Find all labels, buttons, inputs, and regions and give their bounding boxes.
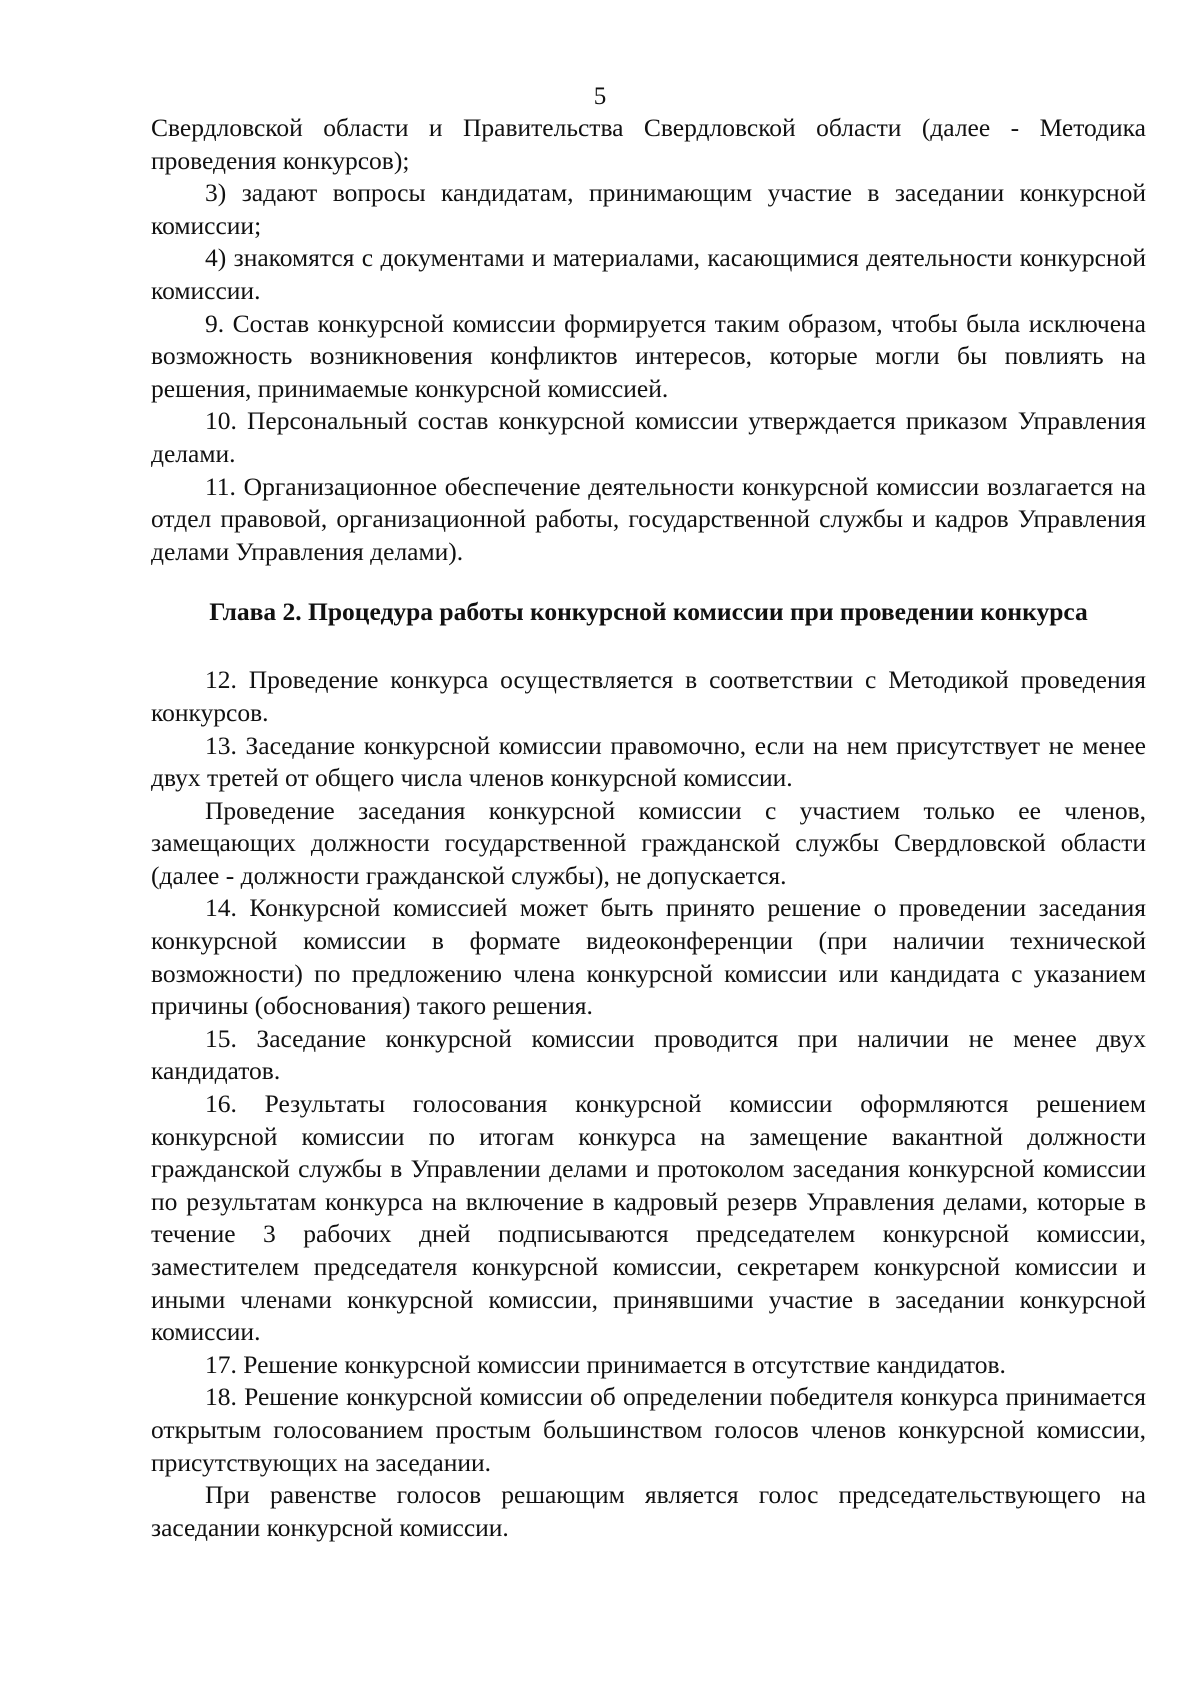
paragraph-clause-9: 9. Состав конкурсной комиссии формируется таким образом, чтобы была исключена возможность возникновения конфликтов интересов, которые могли бы повлиять на решения, принимаемые конкурсной комиссией. <box>151 308 1146 403</box>
paragraph-continuation: Свердловской области и Правительства Свердловской области (далее - Методика проведения конкурсов); <box>151 113 1146 175</box>
paragraph-clause-18-note: При равенстве голосов решающим является голос председательствующего на заседании конкурсной комиссии. <box>151 1480 1146 1542</box>
paragraph-clause-10: 10. Персональный состав конкурсной комиссии утверждается приказом Управления делами. <box>151 406 1146 468</box>
paragraph-clause-15: 15. Заседание конкурсной комиссии проводится при наличии не менее двух кандидатов. <box>151 1023 1146 1086</box>
chapter-heading: Глава 2. Процедура работы конкурсной комиссии при проведении конкурса <box>209 597 1088 627</box>
paragraph-clause-13: 13. Заседание конкурсной комиссии правомочно, если на нем присутствует не менее двух третей от общего числа членов конкурсной комиссии. <box>151 730 1146 793</box>
document-body <box>151 112 1146 1544</box>
page-number: 5 <box>593 83 607 110</box>
paragraph-item-3: 3) задают вопросы кандидатам, принимающим участие в заседании конкурсной комиссии; <box>151 178 1146 240</box>
paragraph-clause-18: 18. Решение конкурсной комиссии об определении победителя конкурса принимается открытым голосованием простым большинством голосов членов конкурсной комиссии, присутствующих на заседании. <box>151 1382 1146 1477</box>
paragraph-clause-13-note: Проведение заседания конкурсной комиссии с участием только ее членов, замещающих должности государственной гражданской службы Свердловской области (далее - должности гражданской службы), не допускается. <box>151 795 1146 890</box>
paragraph-clause-14: 14. Конкурсной комиссией может быть принято решение о проведении заседания конкурсной комиссии в формате видеоконференции (при наличии технической возможности) по предложению члена конкурсной комиссии или кандидата с указанием причины (обоснования) такого решения. <box>151 893 1146 1021</box>
paragraph-item-4: 4) знакомятся с документами и материалами, касающимися деятельности конкурсной комиссии. <box>151 243 1146 305</box>
paragraph-clause-12: 12. Проведение конкурса осуществляется в соответствии с Методикой проведения конкурсов. <box>151 665 1146 727</box>
paragraph-clause-16: 16. Результаты голосования конкурсной комиссии оформляются решением конкурсной комиссии по итогам конкурса на замещение вакантной должности гражданской службы в Управлении делами и протоколом заседания конкурсной комиссии по результатам конкурса на включение в кадровый резерв Управления делами, которые в течение 3 рабочих дней подписываются председателем конкурсной комиссии, заместителем председателя конкурсной комиссии, секретарем конкурсной комиссии и иными членами конкурсной комиссии, принявшими участие в заседании конкурсной комиссии. <box>151 1089 1146 1347</box>
paragraph-clause-17: 17. Решение конкурсной комиссии принимается в отсутствие кандидатов. <box>205 1349 1006 1379</box>
paragraph-clause-11: 11. Организационное обеспечение деятельности конкурсной комиссии возлагается на отдел правовой, организационной работы, государственной службы и кадров Управления делами Управления делами). <box>151 471 1146 566</box>
